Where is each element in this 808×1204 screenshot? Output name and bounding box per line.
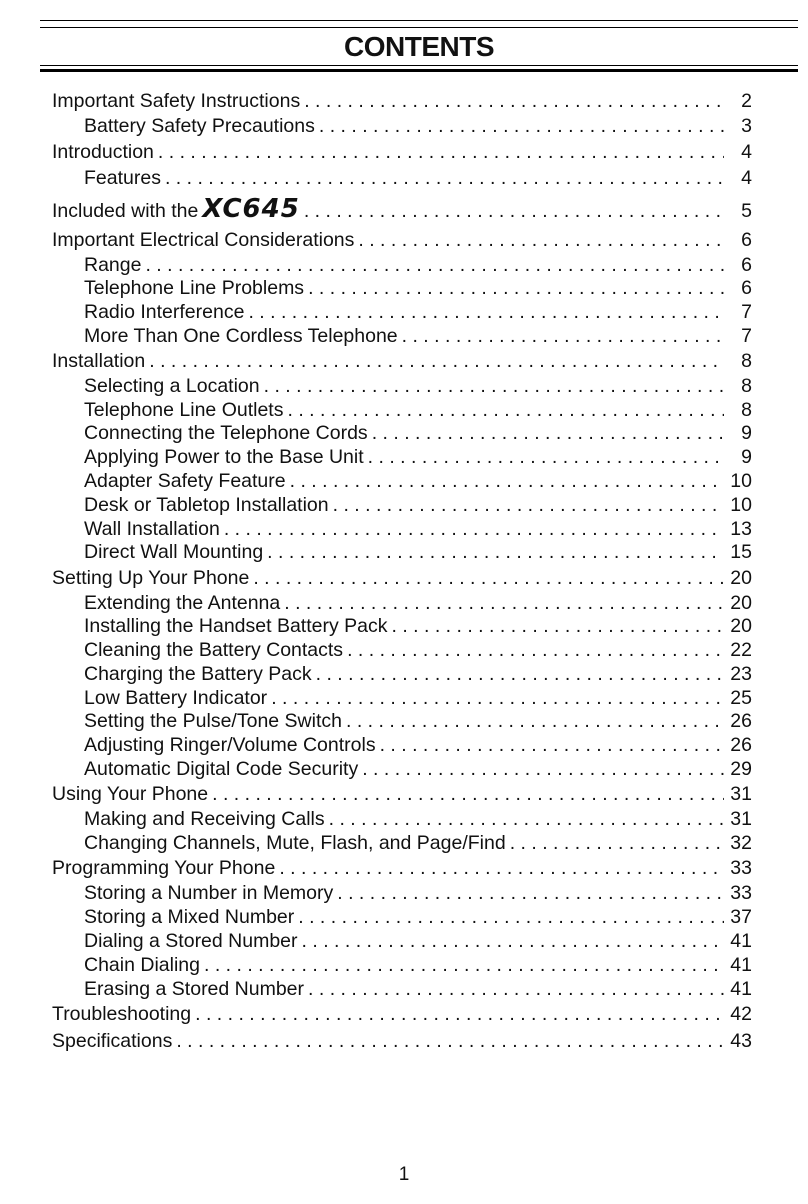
toc-entry-label: Connecting the Telephone Cords — [84, 422, 368, 444]
dot-leader — [253, 565, 724, 591]
dot-leader — [308, 976, 724, 1002]
toc-entry-label: Introduction — [52, 141, 154, 163]
toc-entry-label: Chain Dialing — [84, 954, 200, 976]
dot-leader — [372, 420, 724, 446]
toc-entry[interactable] — [84, 928, 752, 954]
toc-entry-label: Range — [84, 254, 142, 276]
toc-entry-page: 41 — [730, 930, 752, 952]
toc-entry-label: Battery Safety Precautions — [84, 115, 315, 137]
toc-entry-page: 6 — [741, 229, 752, 251]
toc-entry-label: Programming Your Phone — [52, 857, 276, 879]
contents-header — [40, 20, 798, 70]
toc-entry-label: Telephone Line Outlets — [84, 399, 284, 421]
dot-leader — [204, 952, 724, 978]
toc-entry-page: 26 — [730, 710, 752, 732]
toc-entry-page: 41 — [730, 954, 752, 976]
bottom-rule-thin — [40, 65, 798, 66]
toc-entry[interactable] — [84, 806, 752, 832]
toc-entry[interactable] — [84, 637, 752, 663]
dot-leader — [392, 613, 725, 639]
toc-entry-page: 8 — [741, 375, 752, 397]
toc-entry-label: Wall Installation — [84, 518, 220, 540]
toc-entry-label: Automatic Digital Code Security — [84, 758, 359, 780]
toc-entry-page: 6 — [741, 254, 752, 276]
toc-entry-page: 32 — [730, 832, 752, 854]
dot-leader — [248, 299, 724, 325]
toc-entry[interactable] — [84, 165, 752, 191]
toc-entry[interactable] — [84, 444, 752, 470]
toc-entry-label: Adjusting Ringer/Volume Controls — [84, 734, 376, 756]
dot-leader — [165, 165, 724, 191]
toc-entry[interactable] — [52, 196, 752, 224]
dot-leader — [304, 198, 724, 224]
toc-entry-label: Cleaning the Battery Contacts — [84, 639, 344, 661]
dot-leader — [158, 139, 724, 165]
toc-entry[interactable] — [52, 565, 752, 591]
toc-entry-page: 3 — [741, 115, 752, 137]
toc-entry-label: More Than One Cordless Telephone — [84, 325, 398, 347]
toc-entry[interactable] — [84, 732, 752, 758]
toc-entry[interactable] — [84, 539, 752, 565]
toc-entry[interactable] — [84, 756, 752, 782]
top-rule — [40, 20, 798, 21]
toc-entry[interactable] — [52, 139, 752, 165]
toc-entry[interactable] — [84, 708, 752, 734]
toc-entry-page: 4 — [741, 141, 752, 163]
toc-entry-label: Adapter Safety Feature — [84, 470, 286, 492]
dot-leader — [319, 113, 724, 139]
toc-entry-page: 26 — [730, 734, 752, 756]
toc-entry-page: 15 — [730, 541, 752, 563]
toc-entry-label: Applying Power to the Base Unit — [84, 446, 364, 468]
toc-entry[interactable] — [84, 299, 752, 325]
toc-entry-page: 2 — [741, 90, 752, 112]
toc-entry-page: 22 — [730, 639, 752, 661]
page-title: CONTENTS — [344, 31, 494, 62]
toc-entry-label: Installation — [52, 350, 146, 372]
toc-entry[interactable] — [52, 227, 752, 253]
dot-leader — [302, 928, 724, 954]
dot-leader — [298, 904, 724, 930]
toc-entry-label: Radio Interference — [84, 301, 245, 323]
toc-entry[interactable] — [84, 323, 752, 349]
toc-entry-label: Changing Channels, Mute, Flash, and Page/Find — [84, 832, 506, 854]
dot-leader — [333, 492, 724, 518]
toc-entry[interactable] — [84, 275, 752, 301]
dot-leader — [195, 1001, 724, 1027]
toc-entry-page: 25 — [730, 687, 752, 709]
toc-entry[interactable] — [84, 492, 752, 518]
toc-entry-label: Low Battery Indicator — [84, 687, 268, 709]
dot-leader — [510, 830, 724, 856]
toc-entry[interactable] — [52, 855, 752, 881]
toc-entry-label: Setting the Pulse/Tone Switch — [84, 710, 342, 732]
dot-leader — [176, 1028, 724, 1054]
toc-entry-label: Important Safety Instructions — [52, 90, 301, 112]
page-number: 1 — [398, 1164, 410, 1185]
toc-entry-page: 13 — [730, 518, 752, 540]
toc-entry-page: 7 — [741, 301, 752, 323]
toc-entry-page: 4 — [741, 167, 752, 189]
toc-entry-label: Direct Wall Mounting — [84, 541, 264, 563]
dot-leader — [264, 373, 724, 399]
dot-leader — [402, 323, 724, 349]
toc-entry-label: Extending the Antenna — [84, 592, 281, 614]
toc-entry-label: Making and Receiving Calls — [84, 808, 325, 830]
dot-leader — [279, 855, 724, 881]
toc-entry-label: Troubleshooting — [52, 1003, 192, 1025]
dot-leader — [358, 227, 724, 253]
dot-leader — [304, 88, 724, 114]
dot-leader — [308, 275, 724, 301]
dot-leader — [329, 806, 724, 832]
toc-entry-label: Desk or Tabletop Installation — [84, 494, 329, 516]
dot-leader — [337, 880, 724, 906]
toc-entry-label: Erasing a Stored Number — [84, 978, 305, 1000]
toc-entry-page: 29 — [730, 758, 752, 780]
toc-entry[interactable] — [52, 88, 752, 114]
toc-entry-label: Storing a Mixed Number — [84, 906, 295, 928]
toc-entry[interactable] — [84, 904, 752, 930]
toc-entry-page: 20 — [730, 592, 752, 614]
toc-entry-page: 10 — [730, 494, 752, 516]
toc-entry-label: Included with the — [52, 200, 199, 222]
toc-entry-label: Dialing a Stored Number — [84, 930, 298, 952]
toc-entry-label: Charging the Battery Pack — [84, 663, 312, 685]
toc-entry-page: 33 — [730, 882, 752, 904]
toc-entry-page: 8 — [741, 399, 752, 421]
toc-entry[interactable] — [84, 373, 752, 399]
dot-leader — [212, 781, 724, 807]
toc-entry-page: 41 — [730, 978, 752, 1000]
toc-entry[interactable] — [84, 613, 752, 639]
dot-leader — [290, 468, 724, 494]
toc-entry[interactable] — [84, 420, 752, 446]
top-rule-inner — [40, 27, 798, 28]
bottom-rule-thick — [40, 69, 798, 72]
toc-entry[interactable] — [52, 1001, 752, 1027]
toc-entry-page: 7 — [741, 325, 752, 347]
dot-leader — [347, 637, 724, 663]
toc-entry[interactable] — [84, 830, 752, 856]
toc-entry-page: 31 — [730, 808, 752, 830]
model-name: XC645 — [202, 194, 300, 224]
toc-entry-page: 20 — [730, 615, 752, 637]
toc-entry-label: Specifications — [52, 1030, 173, 1052]
toc-entry-label: Telephone Line Problems — [84, 277, 305, 299]
toc-entry[interactable] — [84, 468, 752, 494]
toc-entry-label: Installing the Handset Battery Pack — [84, 615, 388, 637]
toc-entry[interactable] — [84, 976, 752, 1002]
toc-entry-page: 10 — [730, 470, 752, 492]
toc-entry-page: 43 — [730, 1030, 752, 1052]
dot-leader — [380, 732, 724, 758]
toc-entry[interactable] — [52, 1028, 752, 1054]
dot-leader — [267, 539, 724, 565]
toc-entry-label: Setting Up Your Phone — [52, 567, 250, 589]
toc-entry-label: Selecting a Location — [84, 375, 260, 397]
toc-entry-page: 20 — [730, 567, 752, 589]
toc-entry[interactable] — [52, 348, 752, 374]
toc-entry-page: 5 — [741, 200, 752, 222]
toc-entry-label: Using Your Phone — [52, 783, 209, 805]
toc-entry-label: Features — [84, 167, 161, 189]
toc-entry[interactable] — [84, 952, 752, 978]
toc-entry[interactable] — [84, 661, 752, 687]
dot-leader — [316, 661, 724, 687]
dot-leader — [149, 348, 724, 374]
dot-leader — [362, 756, 724, 782]
toc-entry-page: 31 — [730, 783, 752, 805]
toc-entry[interactable] — [52, 781, 752, 807]
toc-entry-page: 33 — [730, 857, 752, 879]
toc-entry[interactable] — [84, 113, 752, 139]
dot-leader — [346, 708, 724, 734]
dot-leader — [368, 444, 724, 470]
toc-entry[interactable] — [84, 880, 752, 906]
toc-entry-label: Important Electrical Considerations — [52, 229, 355, 251]
toc-entry-page: 9 — [741, 446, 752, 468]
toc-entry-page: 23 — [730, 663, 752, 685]
toc-entry-page: 8 — [741, 350, 752, 372]
toc-entry-page: 6 — [741, 277, 752, 299]
toc-entry-page: 9 — [741, 422, 752, 444]
toc-entry-page: 37 — [730, 906, 752, 928]
toc-entry-page: 42 — [730, 1003, 752, 1025]
toc-entry-label: Storing a Number in Memory — [84, 882, 334, 904]
